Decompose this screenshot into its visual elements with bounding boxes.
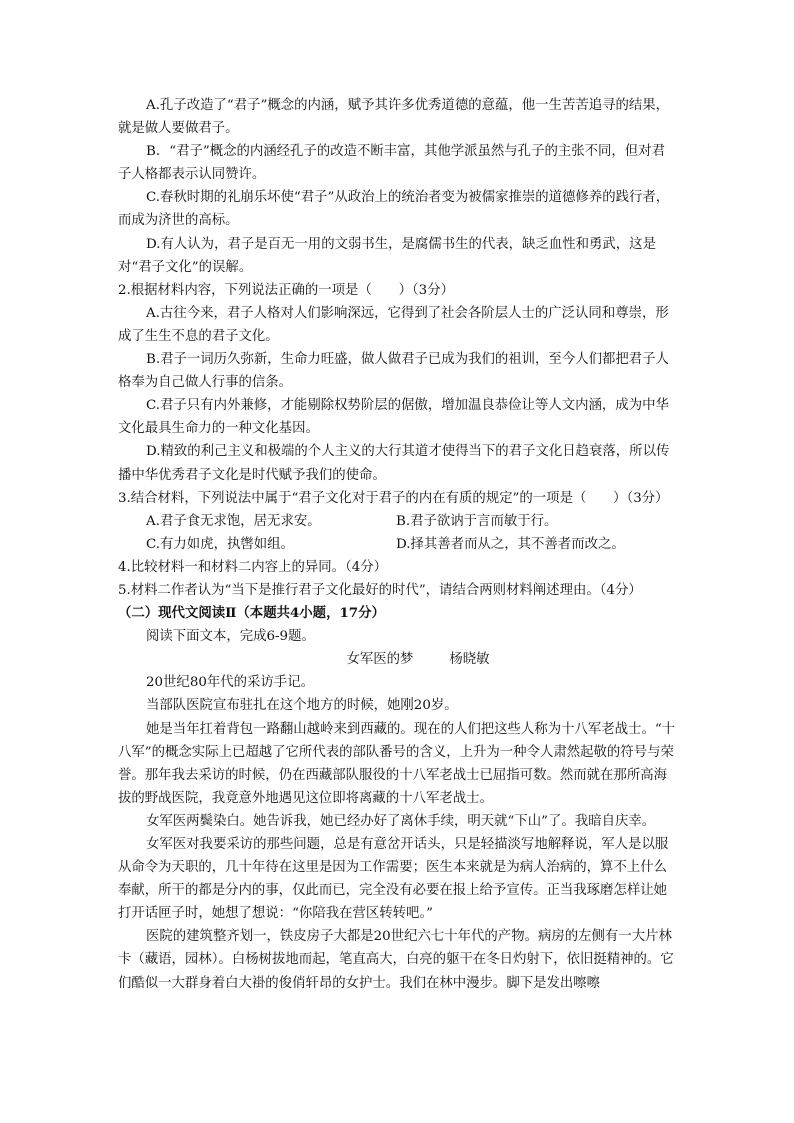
q4: 4.比较材料一和材料二内容上的异同。（4分） [118,559,388,575]
article-paragraph: 女军医对我要采访的那些问题，总是有意岔开话头，只是轻描淡写地解释说，军人是以服从命令为天职的，几十年待在这里是因为工作需要；医生本来就是为病人治病的，算不上什么奉献，所干的都是分内的事，仅此而已，完全没有必要在报上给予宣传。正当我琢磨怎样让她打开话匣子时，她想了想说：“你陪我在营区转转吧。” [118,837,669,922]
q3-option-d: D.择其善者而从之，其不善者而改之。 [396,536,625,552]
article-author: 杨晓敏 [449,652,490,668]
q1-option-d: D.有人认为，君子是百无一用的文弱书生，是腐儒书生的代表，缺乏血性和勇武，这是对“君子文化”的误解。 [118,236,656,275]
q2-option-d: D.精致的利己主义和极端的个人主义的大行其道才使得当下的君子文化日趋衰落，所以传播中华优秀君子文化是时代赋予我们的使命。 [118,444,670,483]
q3-stem: 3.结合材料，下列说法中属于“君子文化对于君子的内在有质的规定”的一项是（ ）（3分） [118,490,669,506]
article-paragraph: 医院的建筑整齐划一，铁皮房子大都是20世纪六七十年代的产物。病房的左侧有一大片林卡（藏语，园林）。白杨树拔地而起，笔直高大，白亮的躯干在冬日灼射下，依旧挺精神的。它们酷似一大群身着白大褂的俊俏轩昂的女护士。我们在林中漫步。脚下是发出嚓嚓 [118,929,674,991]
q3-options-row-2 [118,533,678,556]
document-page [118,94,678,995]
article-title-line [118,648,678,671]
reading-instruction: 阅读下面文本，完成6-9题。 [146,629,315,645]
article-paragraph: 女军医两鬓染白。她告诉我，她已经办好了离休手续，明天就“下山”了。我暗自庆幸。 [146,813,656,829]
q3-option-c: C.有力如虎，执辔如组。 [146,536,294,552]
article-paragraph: 20世纪80年代的采访手记。 [146,675,314,691]
article-paragraph: 当部队医院宣布驻扎在这个地方的时候，她刚20岁。 [146,698,458,714]
q2-option-c: C.君子只有内外兼修，才能剔除权势阶层的倨傲，增加温良恭俭让等人文内涵，成为中华文化最具生命力的一种文化基因。 [118,398,669,437]
q3-options-row-1 [118,510,678,533]
q2-option-b: B.君子一词历久弥新，生命力旺盛，做人做君子已成为我们的祖训，至今人们都把君子人格奉为自己做人行事的信条。 [118,352,669,391]
section-heading: （二）现代文阅读Ⅱ（本题共4小题，17分） [118,605,385,622]
q3-option-b: B.君子欲讷于言而敏于行。 [396,513,558,529]
q1-option-c: C.春秋时期的礼崩乐坏使“君子”从政治上的统治者变为被儒家推崇的道德修养的践行者，而成为济世的高标。 [118,190,670,229]
q2-stem: 2.根据材料内容，下列说法正确的一项是（ ）（3分） [118,282,454,298]
q3-option-a: A.君子食无求饱，居无求安。 [146,513,321,529]
q1-option-b: B．“君子”概念的内涵经孔子的改造不断丰富，其他学派虽然与孔子的主张不同，但对君子人格都表示认同赞许。 [118,144,665,183]
q2-option-a: A.古往今来，君子人格对人们影响深远，它得到了社会各阶层人士的广泛认同和尊崇，形成了生生不息的君子文化。 [118,305,669,344]
q5: 5.材料二作者认为“当下是推行君子文化最好的时代”，请结合两则材料阐述理由。（4分） [118,582,642,598]
article-paragraph: 她是当年扛着背包一路翻山越岭来到西藏的。现在的人们把这些人称为十八军老战士。“十八军”的概念实际上已超越了它所代表的部队番号的含义，上升为一种令人肃然起敬的符号与荣誉。那年我去采访的时候，仍在西藏部队服役的十八军老战士已屈指可数。然而就在那所高海拔的野战医院，我竟意外地遇见这位即将离藏的十八军老战士。 [118,721,676,806]
article-title: 女军医的梦 [346,652,414,668]
q1-option-a: A.孔子改造了“君子”概念的内涵，赋予其许多优秀道德的意蕴，他一生苦苦追寻的结果，就是做人要做君子。 [118,98,670,137]
